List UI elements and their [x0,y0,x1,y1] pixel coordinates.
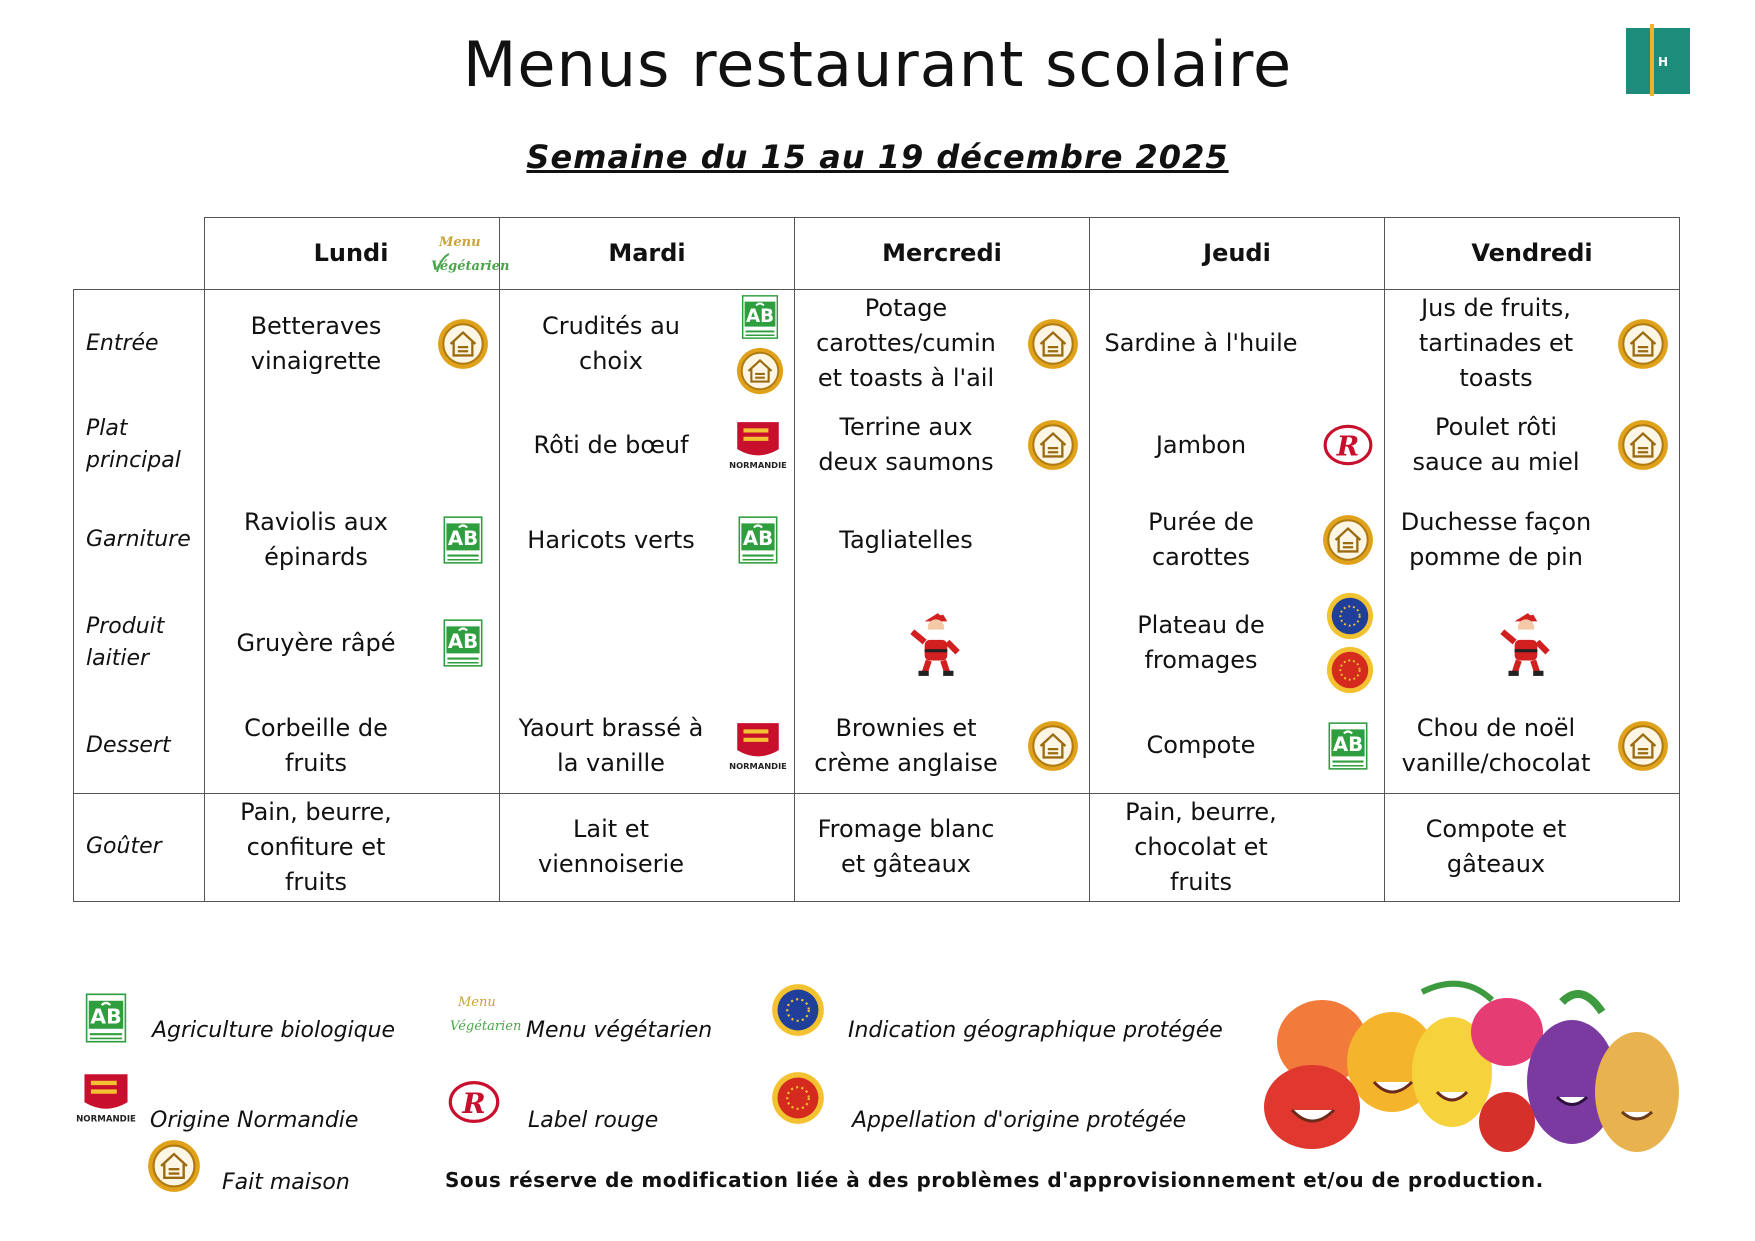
svg-text:AB: AB [745,305,775,327]
day-header-lundi: Lundi Menu Végétarien [205,218,500,290]
origine-normandie-icon [78,1070,134,1126]
fait-maison-icon [436,317,490,371]
svg-text:Végétarien: Végétarien [450,1019,522,1034]
fait-maison-icon [1026,418,1080,472]
agriculture-bio-icon [436,616,490,670]
menu-cell [795,699,1090,793]
legend-icon-bio [78,990,134,1046]
row-label: Entrée [74,290,205,398]
label-icons [731,719,785,773]
fait-maison-icon [1616,418,1670,472]
smiling-vegetables-illustration [1262,972,1682,1162]
legend-label-aop: Appellation d'origine protégée [852,1108,1187,1133]
menu-cell [795,587,1090,699]
label-icons [1026,418,1080,472]
svg-text:NORMANDIE: NORMANDIE [729,459,787,470]
menu-cell [500,493,795,587]
legend-icon-aop [770,1070,826,1126]
svg-text:AB: AB [447,527,479,551]
menu-cell [795,493,1090,587]
label-icons [1321,719,1375,773]
gouter-cell [205,793,500,901]
dish-name: Plateau de fromages [1137,611,1265,674]
disclaimer-text: Sous réserve de modification liée à des problèmes d'approvisionnement et/ou de production. [445,1168,1544,1192]
row-label: Goûter [74,793,205,901]
row-label: Garniture [74,493,205,587]
dish-name: Duchesse façon pomme de pin [1400,508,1592,571]
menu-table [73,217,1680,902]
legend-label-igp: Indication géographique protégée [848,1018,1223,1043]
fait-maison-icon [1026,719,1080,773]
fait-maison-icon [735,346,785,396]
dish-name: Tagliatelles [839,525,973,554]
santa-claus-icon [902,607,972,679]
menu-cell [1385,493,1680,587]
gouter-cell [1090,793,1385,901]
dish-name: Jambon [1155,430,1247,459]
svg-text:AB: AB [447,630,479,654]
page-title: Menus restaurant scolaire [462,28,1293,101]
menu-cell [1090,587,1385,699]
agriculture-bio-icon [78,990,134,1046]
igp-icon [1325,591,1375,641]
svg-text:AB: AB [742,527,774,551]
label-rouge-icon [446,1074,502,1130]
menu-row [74,587,1680,699]
legend-label-bio: Agriculture biologique [152,1018,396,1043]
label-icons [436,616,490,670]
svg-text:Menu: Menu [458,995,496,1010]
aop-icon [770,1070,826,1126]
label-icons [1026,317,1080,371]
igp-icon [770,982,826,1038]
week-subtitle: Semaine du 15 au 19 décembre 2025 [526,138,1229,176]
day-header-vendredi: Vendredi [1385,218,1680,290]
dish-name: Poulet rôti sauce au miel [1412,413,1580,476]
legend-icon-vege [448,988,522,1040]
dish-name: Haricots verts [527,525,695,554]
days-header-row [74,218,1680,290]
menu-cell [500,397,795,493]
menu-row [74,699,1680,793]
label-icons [1321,418,1375,472]
label-rouge-icon [1321,418,1375,472]
legend-label-fait_maison: Fait maison [222,1170,350,1195]
menu-cell [795,397,1090,493]
dish-name: Purée de carottes [1148,508,1254,571]
label-icons [436,317,490,371]
dish-name: Chou de noël vanille/chocolat [1401,713,1591,777]
gouter-text: Pain, beurre, chocolat et fruits [1125,797,1277,896]
menu-row [74,290,1680,398]
dish-name: Compote [1146,731,1256,760]
dish-name: Yaourt brassé à la vanille [518,713,704,777]
label-icons [1325,591,1375,695]
menu-cell [205,587,500,699]
menu-cell [1090,397,1385,493]
gouter-row [74,793,1680,901]
agriculture-bio-icon [1321,719,1375,773]
legend-label-vege: Menu végétarien [526,1018,713,1043]
day-header-mercredi: Mercredi [795,218,1090,290]
menu-row [74,493,1680,587]
menu-cell [1385,699,1680,793]
svg-text:Végétarien: Végétarien [431,259,510,274]
fait-maison-icon [1616,719,1670,773]
gouter-text: Compote et gâteaux [1425,815,1567,878]
day-header-mardi: Mardi [500,218,795,290]
svg-text:R: R [1336,431,1360,463]
legend-icon-label_rouge [446,1074,502,1130]
svg-text:H: H [1658,55,1669,69]
dish-name: Gruyère râpé [236,628,396,657]
dish-name: Betteraves vinaigrette [250,311,382,375]
label-icons [731,513,785,567]
gouter-text: Fromage blanc et gâteaux [817,815,995,878]
fait-maison-icon [1616,317,1670,371]
aop-icon [1325,645,1375,695]
dish-name: Potage carottes/cumin et toasts à l'ail [816,294,996,392]
agriculture-bio-icon [731,513,785,567]
label-icons [436,513,490,567]
menu-cell [1385,397,1680,493]
day-header-jeudi: Jeudi [1090,218,1385,290]
legend-icon-fait_maison [146,1138,202,1194]
fait-maison-icon [1321,513,1375,567]
svg-text:AB: AB [90,1004,122,1029]
label-icons [1616,317,1670,371]
menu-cell [1385,290,1680,398]
svg-text:NORMANDIE: NORMANDIE [76,1114,136,1125]
row-label: Plat principal [74,397,205,493]
menu-vegetarien-icon [448,988,522,1040]
legend-label-normandie: Origine Normandie [150,1108,359,1133]
svg-text:NORMANDIE: NORMANDIE [729,760,787,771]
legend-label-label_rouge: Label rouge [528,1108,659,1133]
svg-text:R: R [462,1086,486,1120]
label-icons [1616,418,1670,472]
dish-name: Raviolis aux épinards [244,508,388,571]
menu-cell [500,699,795,793]
origine-normandie-icon [731,719,785,773]
dish-name: Jus de fruits, tartinades et toasts [1418,294,1574,392]
dish-name: Corbeille de fruits [244,713,388,777]
menu-cell [500,587,795,699]
menu-cell [1385,587,1680,699]
menu-cell [1090,493,1385,587]
gouter-cell [795,793,1090,901]
santa-claus-icon [1492,607,1562,679]
agriculture-bio-icon [436,513,490,567]
gouter-cell [500,793,795,901]
menu-cell [205,699,500,793]
menu-cell [795,290,1090,398]
menu-cell [1090,699,1385,793]
gouter-text: Lait et viennoiserie [538,815,684,878]
label-icons [1616,719,1670,773]
legend-icon-igp [770,982,826,1038]
town-logo [1626,24,1692,96]
dish-name: Crudités au choix [542,311,680,375]
gouter-cell [1385,793,1680,901]
svg-text:Menu: Menu [439,235,481,250]
menu-cell [1090,290,1385,398]
dish-name: Rôti de bœuf [533,430,689,459]
label-icons [731,418,785,472]
fait-maison-icon [1026,317,1080,371]
label-icons [1321,513,1375,567]
row-label: Dessert [74,699,205,793]
menu-cell [205,493,500,587]
fait-maison-icon [146,1138,202,1194]
dish-name: Sardine à l'huile [1104,329,1298,357]
menu-vegetarien-icon [429,228,510,280]
agriculture-bio-icon [735,292,785,342]
origine-normandie-icon [731,418,785,472]
legend-icon-normandie [78,1070,134,1126]
menu-cell [500,290,795,398]
menu-cell [205,290,500,398]
svg-text:AB: AB [1332,732,1364,756]
label-icons [1026,719,1080,773]
menu-row [74,397,1680,493]
menu-cell [205,397,500,493]
row-label: Produit laitier [74,587,205,699]
dish-name: Terrine aux deux saumons [818,413,994,476]
label-icons [735,292,785,396]
dish-name: Brownies et crème anglaise [814,713,998,777]
gouter-text: Pain, beurre, confiture et fruits [240,797,392,896]
